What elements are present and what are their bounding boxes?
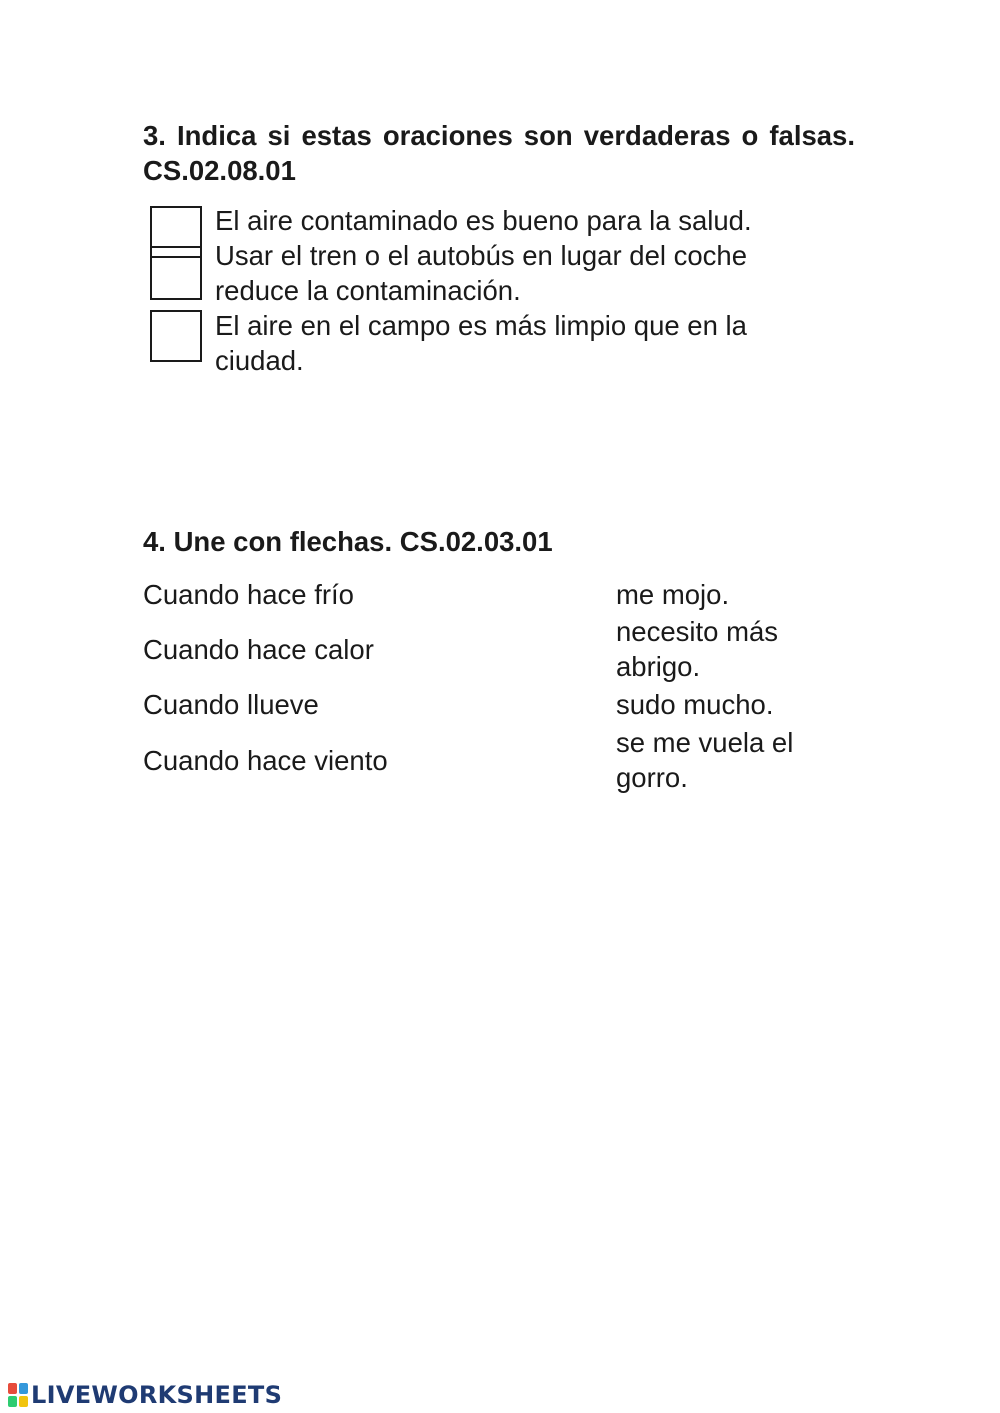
answer-box-3[interactable] xyxy=(150,310,202,362)
liveworksheets-logo xyxy=(8,1380,282,1410)
left-item-1[interactable]: Cuando hace frío xyxy=(143,579,354,610)
statement-1: El aire contaminado es bueno para la salud. xyxy=(215,205,752,236)
statement-2: Usar el tren o el autobús en lugar del coche reduce la contaminación. xyxy=(215,240,747,306)
left-item-4[interactable]: Cuando hace viento xyxy=(143,745,388,776)
answer-box-1[interactable] xyxy=(150,206,202,248)
question-4-title: 4. Une con flechas. CS.02.03.01 xyxy=(143,526,553,557)
logo-blocks-icon xyxy=(8,1383,28,1407)
right-item-1[interactable]: me mojo. xyxy=(616,579,730,610)
answer-box-2[interactable] xyxy=(150,256,202,300)
left-item-2[interactable]: Cuando hace calor xyxy=(143,634,374,665)
right-item-2[interactable]: necesito más abrigo. xyxy=(616,616,779,682)
statement-3: El aire en el campo es más limpio que en la ciudad. xyxy=(215,310,747,376)
logo-text: LIVEWORKSHEETS xyxy=(31,1381,283,1409)
question-3-title: 3. Indica si estas oraciones son verdaderas o falsas. CS.02.08.01 xyxy=(143,120,855,186)
right-item-4[interactable]: se me vuela el gorro. xyxy=(616,727,794,793)
right-item-3[interactable]: sudo mucho. xyxy=(616,689,774,720)
left-item-3[interactable]: Cuando llueve xyxy=(143,689,319,720)
